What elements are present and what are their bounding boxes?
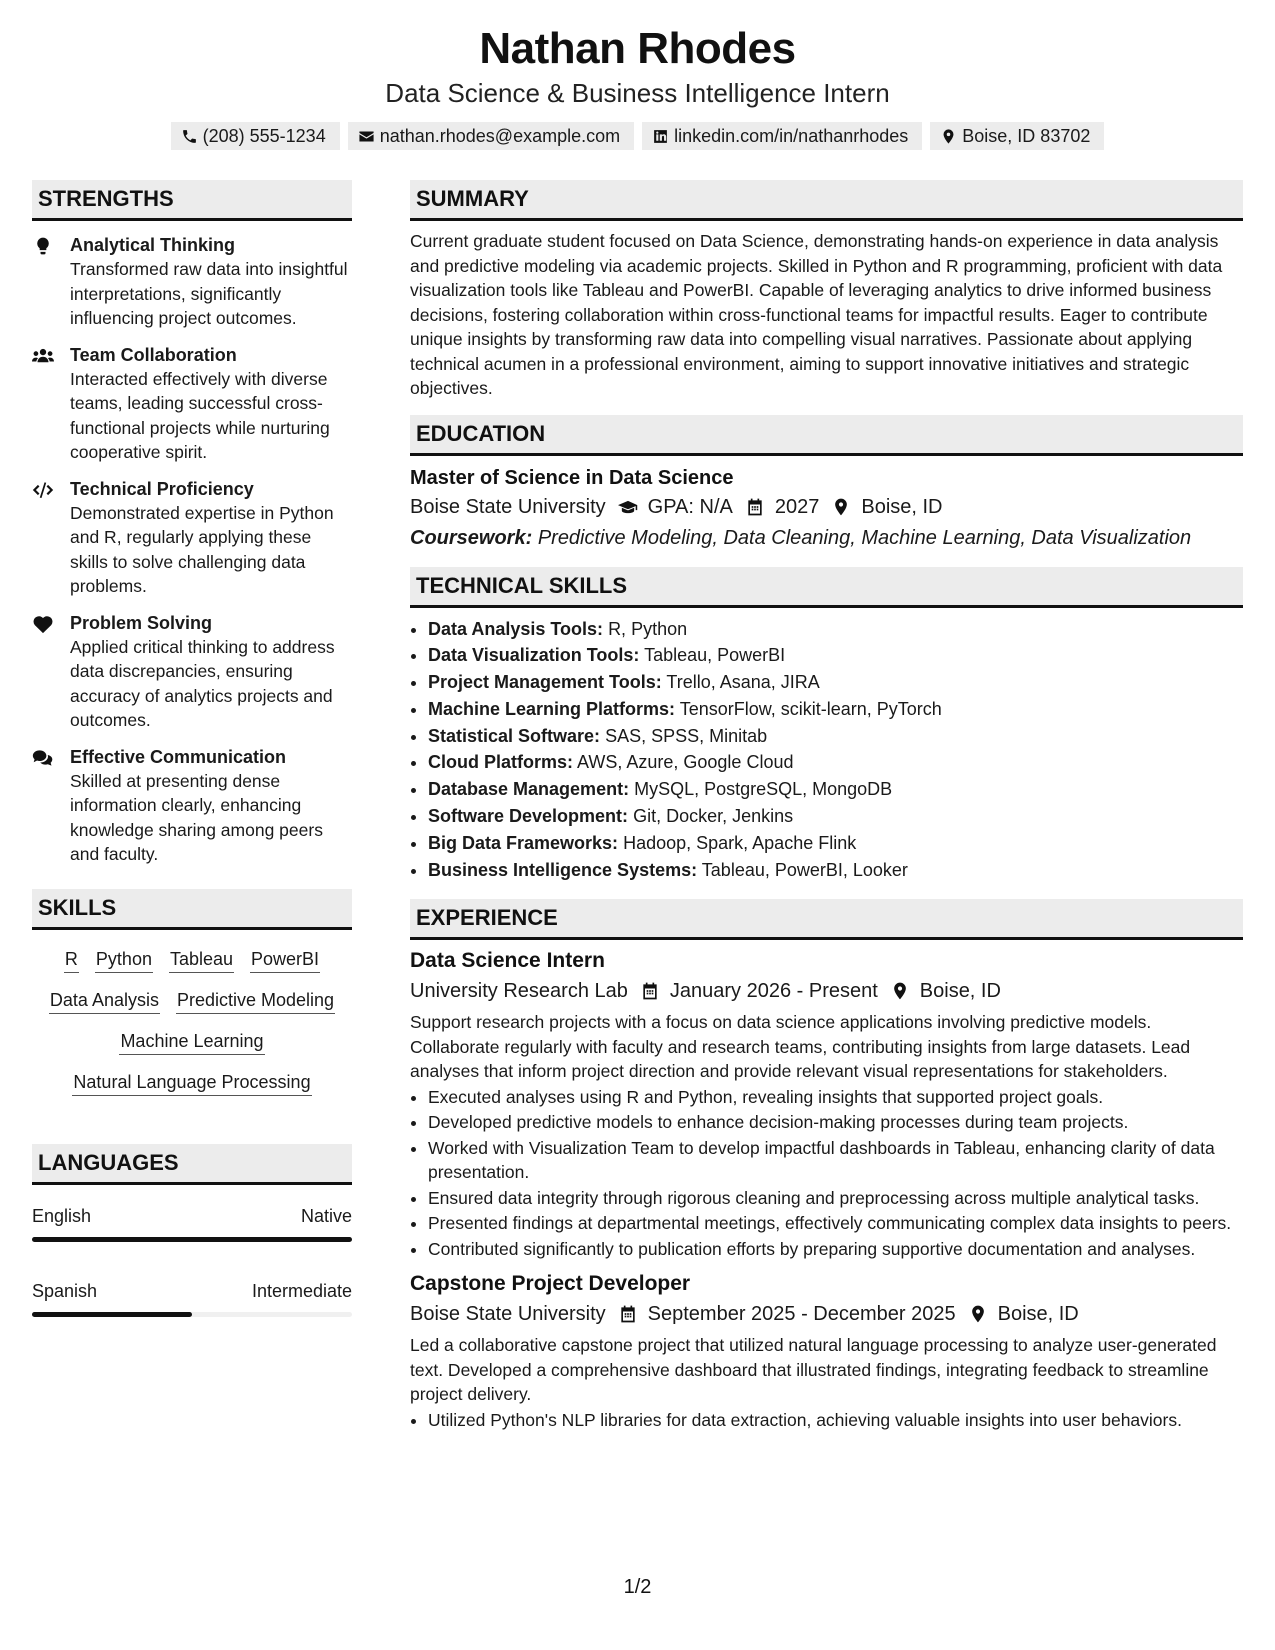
skill-tag: PowerBI xyxy=(250,946,320,973)
contact-bar xyxy=(0,122,1275,150)
linkedin-icon xyxy=(652,128,669,145)
job-bullets xyxy=(410,1085,1243,1262)
list-item: • Developed predictive models to enhance decision-making processes during team projects. xyxy=(428,1110,1243,1135)
skills-heading: SKILLS xyxy=(32,889,352,930)
coursework xyxy=(410,523,1243,553)
skill-tag: Tableau xyxy=(169,946,234,973)
linkedin-text: linkedin.com/in/nathanrhodes xyxy=(674,126,909,146)
technical-skills-list xyxy=(410,616,1243,884)
skill-tag: Machine Learning xyxy=(119,1028,264,1055)
language-proficiency-fill xyxy=(32,1312,192,1317)
page-number: 1/2 xyxy=(623,1576,652,1598)
comments-icon xyxy=(32,748,54,768)
skills-list xyxy=(32,930,352,1096)
calendar-icon xyxy=(618,1304,638,1324)
skill-values: Hadoop, Spark, Apache Flink xyxy=(623,832,857,853)
phone-text: (208) 555-1234 xyxy=(202,126,326,146)
language-proficiency-fill xyxy=(32,1237,352,1242)
strength-desc: Applied critical thinking to address data discrepancies, ensuring accuracy of analytics projects and outcomes. xyxy=(70,636,335,730)
list-item xyxy=(428,616,1243,643)
contact-location xyxy=(930,122,1104,150)
skill-values: Git, Docker, Jenkins xyxy=(633,806,794,827)
language-name: English xyxy=(32,1205,92,1226)
education-meta xyxy=(410,492,1243,522)
candidate-name: Nathan Rhodes xyxy=(479,24,796,73)
skill-category: Data Visualization Tools: xyxy=(428,645,640,666)
job-bullets xyxy=(410,1408,1243,1433)
skill-values: R, Python xyxy=(608,618,688,639)
skill-category: Machine Learning Platforms: xyxy=(428,698,676,719)
skill-values: AWS, Azure, Google Cloud xyxy=(577,752,794,773)
contact-email[interactable] xyxy=(348,122,634,150)
list-item: • Executed analyses using R and Python, revealing insights that supported project goals. xyxy=(428,1085,1243,1110)
skill-tag: Python xyxy=(95,946,153,973)
job-dates: September 2025 - December 2025 xyxy=(647,1303,956,1326)
job-org: Boise State University xyxy=(410,1303,606,1326)
job-meta xyxy=(410,976,1243,1006)
contact-linkedin[interactable] xyxy=(642,122,922,150)
language-name: Spanish xyxy=(32,1280,98,1301)
job-org: University Research Lab xyxy=(410,980,628,1003)
list-item: • Worked with Visualization Team to develop impactful dashboards in Tableau, enhancing clarity of data presentation. xyxy=(428,1136,1243,1185)
skill-values: MySQL, PostgreSQL, MongoDB xyxy=(634,779,893,800)
candidate-title: Data Science & Business Intelligence Intern xyxy=(385,78,890,108)
technical-skills-heading: TECHNICAL SKILLS xyxy=(410,567,1243,608)
job-dates: January 2026 - Present xyxy=(669,980,878,1003)
skill-category: Big Data Frameworks: xyxy=(428,832,619,853)
list-item xyxy=(428,749,1243,776)
skill-category: Statistical Software: xyxy=(428,725,601,746)
coursework-label: Coursework: xyxy=(410,526,533,549)
gpa-text: GPA: N/A xyxy=(647,495,733,518)
resume-header xyxy=(0,22,1275,150)
map-marker-icon xyxy=(940,128,957,145)
strength-item xyxy=(32,343,352,465)
list-item xyxy=(428,669,1243,696)
map-marker-icon xyxy=(890,981,910,1001)
contact-phone[interactable] xyxy=(171,122,340,150)
right-column xyxy=(410,180,1243,1433)
strength-title: Technical Proficiency xyxy=(70,478,254,499)
job-location: Boise, ID xyxy=(919,980,1001,1003)
skill-values: Tableau, PowerBI, Looker xyxy=(701,859,908,880)
skill-values: Tableau, PowerBI xyxy=(644,645,786,666)
education-heading: EDUCATION xyxy=(410,415,1243,456)
experience-heading: EXPERIENCE xyxy=(410,899,1243,940)
code-icon xyxy=(32,480,54,500)
strength-item xyxy=(32,233,352,331)
summary-text: Current graduate student focused on Data Science, demonstrating hands-on experience in data analysis and predictive modeling via academic projects. Skilled in Python and R programming, proficient with data visualization tools like Tableau and PowerBI. Capable of leveraging analytics to drive informed business decisions, fostering collaboration within cross-functional teams for impactful results. Eager to contribute unique insights by transforming raw data into compelling visual narratives. Passionate about applying technical acumen in a professional environment, aiming to support innovative initiatives and strategic objectives. xyxy=(410,231,1223,398)
job-description: Led a collaborative capstone project that utilized natural language processing to analyze user-generated text. Developed a comprehensive dashboard that illustrated findings, integrating feedback to streamline project delivery. xyxy=(410,1335,1217,1405)
location-text: Boise, ID 83702 xyxy=(962,126,1091,146)
job-title: Data Science Intern xyxy=(410,949,605,973)
coursework-list: Predictive Modeling, Data Cleaning, Machine Learning, Data Visualization xyxy=(537,526,1192,549)
skill-category: Business Intelligence Systems: xyxy=(428,859,698,880)
language-level: Native xyxy=(300,1205,352,1226)
strength-title: Analytical Thinking xyxy=(70,235,236,255)
skill-values: SAS, SPSS, Minitab xyxy=(605,725,768,746)
skill-category: Data Analysis Tools: xyxy=(428,618,604,639)
list-item xyxy=(428,723,1243,750)
strength-item xyxy=(32,477,352,599)
list-item: • Utilized Python's NLP libraries for data extraction, achieving valuable insights into user behaviors. xyxy=(428,1408,1243,1433)
list-item: • Ensured data integrity through rigorous cleaning and preprocessing across multiple analytical tasks. xyxy=(428,1186,1243,1211)
list-item: • Presented findings at departmental meetings, effectively communicating complex data insights to peers. xyxy=(428,1211,1243,1236)
skill-category: Project Management Tools: xyxy=(428,672,662,693)
skill-values: TensorFlow, scikit-learn, PyTorch xyxy=(679,698,942,719)
skill-values: Trello, Asana, JIRA xyxy=(666,672,820,693)
map-marker-icon xyxy=(831,497,851,517)
skill-tag: Data Analysis xyxy=(49,987,160,1014)
email-text: nathan.rhodes@example.com xyxy=(379,126,621,146)
language-item xyxy=(32,1278,352,1317)
envelope-icon xyxy=(358,128,375,145)
job-title: Capstone Project Developer xyxy=(410,1272,691,1296)
job-description: Support research projects with a focus on data science applications involving predictive models. Collaborate regularly with faculty and research teams, contributing insights from large datasets. Lead analyses that inform project direction and provide relevant visual representations for stakeholders. xyxy=(410,1012,1191,1082)
school-name: Boise State University xyxy=(410,495,606,518)
job-location: Boise, ID xyxy=(997,1303,1079,1326)
strength-item xyxy=(32,745,352,867)
map-marker-icon xyxy=(968,1304,988,1324)
left-column xyxy=(32,180,352,1317)
degree-title: Master of Science in Data Science xyxy=(410,466,734,489)
language-item xyxy=(32,1203,352,1242)
strength-desc: Interacted effectively with diverse teams, leading successful cross-functional projects while nurturing cooperative spirit. xyxy=(70,368,330,462)
list-item: • Contributed significantly to publication efforts by preparing supportive documentation and analyses. xyxy=(428,1237,1243,1262)
list-item xyxy=(428,857,1243,884)
strengths-heading: STRENGTHS xyxy=(32,180,352,221)
list-item xyxy=(428,803,1243,830)
heart-icon xyxy=(32,614,54,634)
strength-title: Effective Communication xyxy=(70,746,287,767)
phone-icon xyxy=(181,128,198,145)
summary-heading: SUMMARY xyxy=(410,180,1243,221)
skill-category: Software Development: xyxy=(428,806,629,827)
strength-title: Team Collaboration xyxy=(70,344,237,365)
school-location: Boise, ID xyxy=(861,495,943,518)
language-proficiency-bar xyxy=(32,1312,352,1317)
skill-tag: R xyxy=(64,946,79,973)
skill-category: Database Management: xyxy=(428,779,630,800)
skill-tag: Natural Language Processing xyxy=(72,1069,311,1096)
languages-heading: LANGUAGES xyxy=(32,1144,352,1185)
skill-tag: Predictive Modeling xyxy=(176,987,335,1014)
lightbulb-icon xyxy=(32,236,54,256)
graduation-cap-icon xyxy=(618,497,638,517)
job-meta xyxy=(410,1299,1243,1329)
list-item xyxy=(428,642,1243,669)
language-level: Intermediate xyxy=(251,1280,352,1301)
strength-desc: Transformed raw data into insightful interpretations, significantly influencing project outcomes. xyxy=(70,259,348,328)
calendar-icon xyxy=(745,497,765,517)
strength-item xyxy=(32,611,352,733)
calendar-icon xyxy=(640,981,660,1001)
strength-desc: Skilled at presenting dense information clearly, enhancing knowledge sharing among peers and faculty. xyxy=(70,770,323,864)
strength-desc: Demonstrated expertise in Python and R, regularly applying these skills to solve challenging data problems. xyxy=(70,502,334,596)
users-icon xyxy=(32,346,54,366)
list-item xyxy=(428,830,1243,857)
graduation-year: 2027 xyxy=(774,495,820,518)
strength-title: Problem Solving xyxy=(70,612,213,633)
list-item xyxy=(428,696,1243,723)
language-proficiency-bar xyxy=(32,1237,352,1242)
skill-category: Cloud Platforms: xyxy=(428,752,574,773)
list-item xyxy=(428,776,1243,803)
